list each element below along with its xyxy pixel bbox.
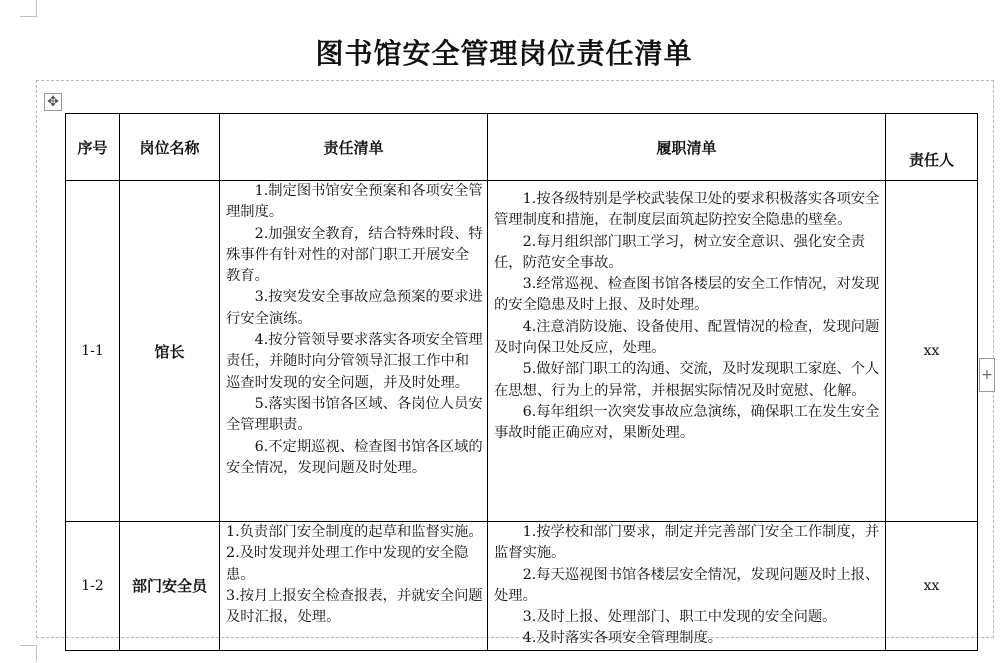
list-item: 2.及时发现并处理工作中发现的安全隐患。 bbox=[226, 545, 469, 583]
cell-duties[interactable] bbox=[488, 181, 886, 522]
list-item: 6.每年组织一次突发事故应急演练，确保职工在发生安全事故时能正确应对，果断处理。 bbox=[494, 403, 880, 442]
cell-responsibilities[interactable] bbox=[220, 522, 488, 651]
list-item: 4.按分管领导要求落实各项安全管理责任，并随时向分管领导汇报工作中和巡查时发现的安全问题，并及时处理。 bbox=[226, 332, 483, 391]
header-responsibilities[interactable]: 责任清单 bbox=[220, 114, 488, 181]
list-item: 1.按学校和部门要求，制定并完善部门安全工作制度，并监督实施。 bbox=[494, 524, 880, 562]
cell-duties[interactable] bbox=[488, 522, 886, 651]
list-item: 2.每月组织部门职工学习，树立安全意识、强化安全责任，防范安全事故。 bbox=[494, 233, 866, 271]
list-item: 3.及时上报、处理部门、职工中发现的安全问题。 bbox=[522, 609, 837, 626]
table-row bbox=[66, 522, 978, 651]
list-item: 6.不定期巡视、检查图书馆各区域的安全情况，发现问题及时处理。 bbox=[226, 438, 483, 476]
table-move-handle[interactable] bbox=[44, 93, 62, 111]
table-header-row bbox=[66, 114, 978, 181]
header-seq[interactable]: 序号 bbox=[66, 114, 120, 181]
list-item: 4.注意消防设施、设备使用、配置情况的检查，发现问题及时向保卫处反应，处理。 bbox=[494, 318, 880, 357]
responsibility-table[interactable] bbox=[65, 113, 978, 651]
list-item: 5.做好部门职工的沟通、交流，及时发现职工家庭、个人在思想、行为上的异常，并根据实际情况及时宽慰、化解。 bbox=[494, 361, 880, 399]
list-item: 2.每天巡视图书馆各楼层安全情况，发现问题及时上报、处理。 bbox=[494, 566, 880, 604]
cell-person[interactable]: xx bbox=[886, 522, 978, 651]
page-corner-mark-bottom bbox=[20, 645, 37, 662]
move-icon: ✥ bbox=[47, 94, 59, 110]
list-item: 2.加强安全教育，结合特殊时段、特殊事件有针对性的对部门职工开展安全教育。 bbox=[226, 225, 483, 285]
list-item: 5.落实图书馆各区域、各岗位人员安全管理职责。 bbox=[226, 395, 483, 434]
list-item: 3.经常巡视、检查图书馆各楼层的安全工作情况，对发现的安全隐患及时上报、及时处理。 bbox=[494, 276, 880, 314]
add-column-button[interactable] bbox=[979, 358, 995, 392]
cell-position[interactable]: 部门安全员 bbox=[120, 522, 220, 651]
header-person[interactable]: 责任人 bbox=[886, 114, 978, 181]
cell-seq[interactable]: 1-1 bbox=[66, 181, 120, 522]
document-title: 图书馆安全管理岗位责任清单 bbox=[315, 37, 693, 70]
cell-responsibilities[interactable] bbox=[220, 181, 488, 522]
list-item: 1.制定图书馆安全预案和各项安全管理制度。 bbox=[226, 183, 483, 221]
cell-person[interactable]: xx bbox=[886, 181, 978, 522]
cell-position[interactable]: 馆长 bbox=[120, 181, 220, 522]
list-item: 1.按各级特别是学校武装保卫处的要求积极落实各项安全管理制度和措施，在制度层面筑起防控安全隐患的壁垒。 bbox=[494, 191, 880, 229]
list-item: 3.按月上报安全检查报表，并就安全问题及时汇报，处理。 bbox=[226, 587, 483, 626]
table-row bbox=[66, 181, 978, 522]
cell-seq[interactable]: 1-2 bbox=[66, 522, 120, 651]
header-position[interactable]: 岗位名称 bbox=[120, 114, 220, 181]
header-duties[interactable]: 履职清单 bbox=[488, 114, 886, 181]
list-item: 1.负责部门安全制度的起草和监督实施。 bbox=[226, 524, 483, 540]
list-item: 3.按突发安全事故应急预案的要求进行安全演练。 bbox=[226, 289, 483, 327]
plus-icon: + bbox=[981, 367, 993, 383]
page-corner-mark-top bbox=[20, 0, 37, 17]
list-item: 4.及时落实各项安全管理制度。 bbox=[522, 630, 723, 647]
table-viewport bbox=[65, 113, 978, 647]
